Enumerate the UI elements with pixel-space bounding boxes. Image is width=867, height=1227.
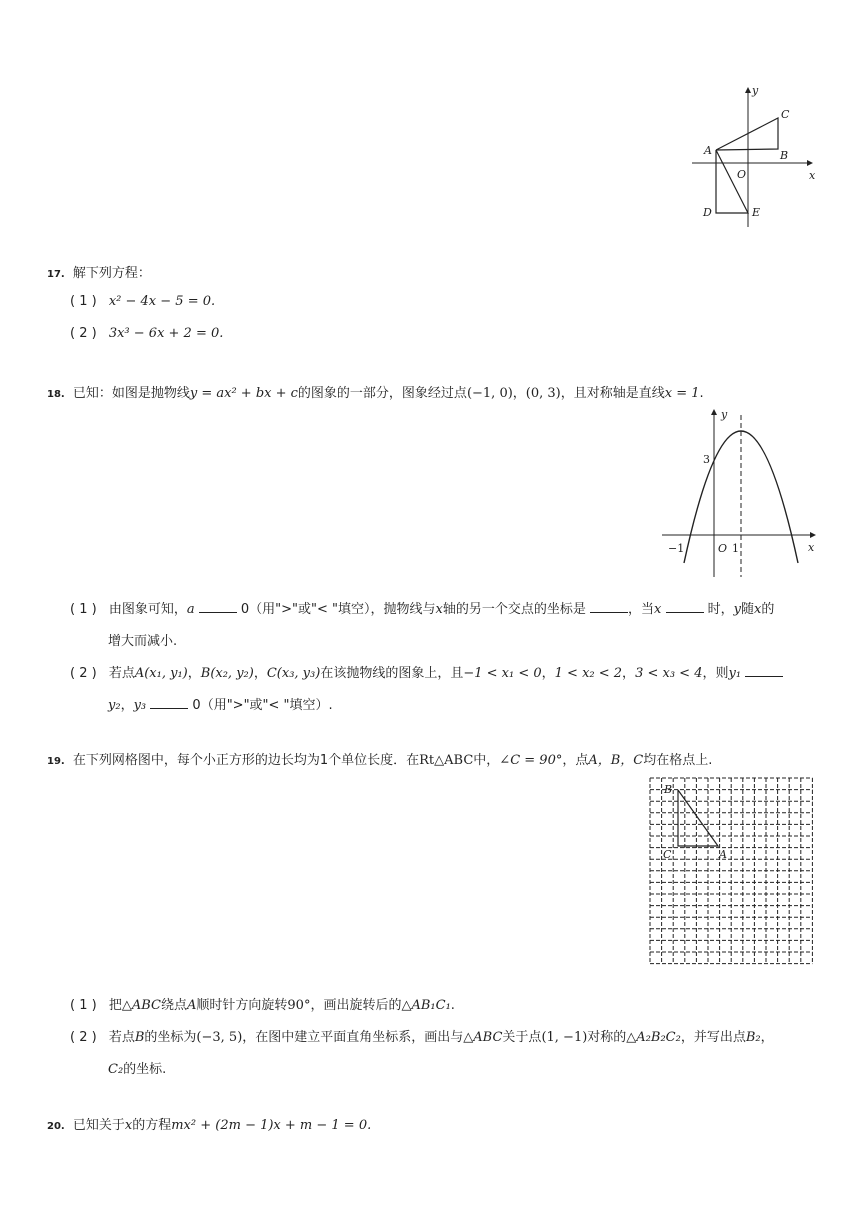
range-1: −1 < x₁ < 0	[463, 666, 542, 681]
label-b: B	[664, 783, 673, 796]
sep: ，	[187, 666, 201, 681]
label-d: D	[703, 206, 712, 219]
label-y: y	[752, 84, 759, 97]
q17-part-2	[70, 326, 223, 341]
points: (−1, 0)，(0, 3)	[466, 386, 561, 401]
s2: 在该抛物线的图象上，且	[320, 666, 464, 681]
label-x: x	[809, 169, 816, 182]
question-number: 19.	[47, 756, 65, 767]
label-a: A	[704, 144, 712, 157]
triangle-abc	[716, 118, 778, 150]
answer-blank-5[interactable]	[150, 696, 188, 709]
text-a: 在下列网格图中，每个小正方形的边长均为1个单位长度．在	[72, 753, 420, 768]
s6: ，并写出点	[680, 1030, 746, 1045]
label-y: y	[721, 408, 728, 421]
var-y1: y₁	[728, 666, 742, 681]
point-a: A	[187, 998, 197, 1013]
range-2: 1 < x₂ < 2	[554, 666, 623, 681]
triangle: △ABC	[463, 1030, 503, 1045]
s3: ，在图中建立平面直角坐标系，画出与	[242, 1030, 464, 1045]
label-e: E	[752, 206, 761, 219]
triangle: Rt△ABC	[419, 753, 474, 768]
point-b2: B₂	[745, 1030, 761, 1045]
s3: 顺时针方向旋转	[196, 998, 288, 1013]
text-a: 已知关于	[72, 1118, 125, 1133]
var-x: x	[435, 602, 443, 617]
s5: 时，	[707, 602, 734, 617]
q18-part-2-line2	[108, 694, 333, 713]
point-c2: C₂	[108, 1062, 124, 1077]
s3: ，则	[702, 666, 729, 681]
points: A，B，C	[588, 753, 644, 768]
var-x: x	[124, 1118, 133, 1133]
question-19	[47, 749, 712, 768]
triangle-abc	[678, 790, 718, 846]
center-point: (1, −1)	[541, 1030, 588, 1045]
var-a: a	[186, 602, 195, 617]
s5: .	[450, 998, 455, 1013]
s2: 0（用">"或"< "填空），抛物线与	[240, 602, 436, 617]
point-a: A(x₁, y₁)	[134, 666, 188, 681]
point-b: B	[134, 1030, 145, 1045]
q19-part-2	[70, 1026, 774, 1045]
var-y: y	[733, 602, 742, 617]
var-y2: y₂	[108, 698, 121, 713]
q19-part-1	[70, 994, 455, 1013]
figure-q18-parabola	[660, 405, 820, 580]
var-x: x	[654, 602, 662, 617]
part-tag: ( 1 )	[70, 602, 97, 617]
point-b: B(x₂, y₂)	[200, 666, 254, 681]
s4: ，当	[628, 602, 655, 617]
range-3: 3 < x₃ < 4	[635, 666, 703, 681]
text-d: 均在格点上.	[643, 753, 713, 768]
part-tag: ( 1 )	[70, 998, 97, 1013]
s3: 轴的另一个交点的坐标是	[442, 602, 586, 617]
label-1: 1	[732, 542, 739, 555]
s1: 若点	[108, 666, 135, 681]
q17-part-1	[70, 294, 215, 309]
question-18	[47, 382, 704, 401]
var-x: x	[754, 602, 762, 617]
s2: 绕点	[160, 998, 187, 1013]
s4: 关于点	[502, 1030, 542, 1045]
var-y3: y₃	[133, 698, 147, 713]
s1: 若点	[108, 1030, 135, 1045]
question-text: 解下列方程：	[72, 266, 151, 281]
q19-part-2-line2	[108, 1058, 166, 1077]
point-c: C(x₃, y₃)	[266, 666, 321, 681]
sep: ，	[253, 666, 267, 681]
line2: 增大而减小.	[108, 634, 178, 649]
angle: ∠C = 90°	[499, 753, 563, 768]
part-tag: ( 2 )	[70, 1030, 97, 1045]
s1: 由图象可知，	[108, 602, 187, 617]
answer-blank-3[interactable]	[666, 600, 704, 613]
s5: 对称的	[587, 1030, 627, 1045]
equation: x² − 4x − 5 = 0.	[108, 294, 216, 309]
sep: ，	[120, 698, 134, 713]
q18-part-1-line2	[108, 630, 177, 649]
label-a: A	[719, 848, 727, 861]
label-c: C	[663, 848, 672, 861]
sep: ，	[622, 666, 636, 681]
s1: 把	[108, 998, 122, 1013]
q18-part-2	[70, 662, 783, 681]
question-17	[47, 262, 151, 281]
part-tag: ( 2 )	[70, 666, 97, 681]
answer-blank-2[interactable]	[590, 600, 628, 613]
part-tag: ( 2 )	[70, 326, 97, 341]
label-3: 3	[703, 453, 710, 466]
equation: mx² + (2m − 1)x + m − 1 = 0.	[171, 1118, 372, 1133]
triangle: △ABC	[121, 998, 161, 1013]
s2: 的坐标为	[144, 1030, 197, 1045]
question-number: 17.	[47, 269, 65, 280]
s6: 随	[741, 602, 755, 617]
text-d: .	[699, 386, 704, 401]
axis-equation: x = 1	[664, 386, 700, 401]
s4: 0（用">"或"< "填空）.	[192, 698, 333, 713]
answer-blank-4[interactable]	[745, 664, 783, 677]
text-b: 的方程	[132, 1118, 172, 1133]
grid-lines	[650, 778, 812, 964]
label-c: C	[781, 108, 790, 121]
label-x: x	[808, 541, 815, 554]
label-neg1: −1	[668, 542, 685, 555]
question-number: 18.	[47, 389, 65, 400]
label-b: B	[780, 149, 789, 162]
label-o: O	[737, 168, 747, 181]
figure-q16	[680, 82, 820, 232]
text-c: ，点	[562, 753, 589, 768]
sep: ，	[541, 666, 555, 681]
s7: 的	[761, 602, 775, 617]
question-20	[47, 1114, 371, 1133]
answer-blank-1[interactable]	[199, 600, 237, 613]
part-tag: ( 1 )	[70, 294, 97, 309]
text-a: 已知：如图是抛物线	[72, 386, 190, 401]
text-c: ，且对称轴是直线	[560, 386, 665, 401]
triangle-symmetric: △A₂B₂C₂	[626, 1030, 681, 1045]
s8: 的坐标.	[123, 1062, 167, 1077]
question-number: 20.	[47, 1121, 65, 1132]
parabola-equation: y = ax² + bx + c	[189, 386, 298, 401]
degree: 90°	[287, 998, 311, 1013]
triangle-rotated: △AB₁C₁	[401, 998, 451, 1013]
text-b: 中，	[473, 753, 500, 768]
label-o: O	[718, 542, 728, 555]
q18-part-1	[70, 598, 774, 617]
text-b: 的图象的一部分，图象经过点	[297, 386, 467, 401]
coord: (−3, 5)	[196, 1030, 243, 1045]
figure-q19-grid	[648, 776, 816, 970]
equation: 3x³ − 6x + 2 = 0.	[108, 326, 224, 341]
s4: ，画出旋转后的	[310, 998, 402, 1013]
rectangle-ade	[716, 150, 748, 213]
s7: ，	[760, 1030, 774, 1045]
